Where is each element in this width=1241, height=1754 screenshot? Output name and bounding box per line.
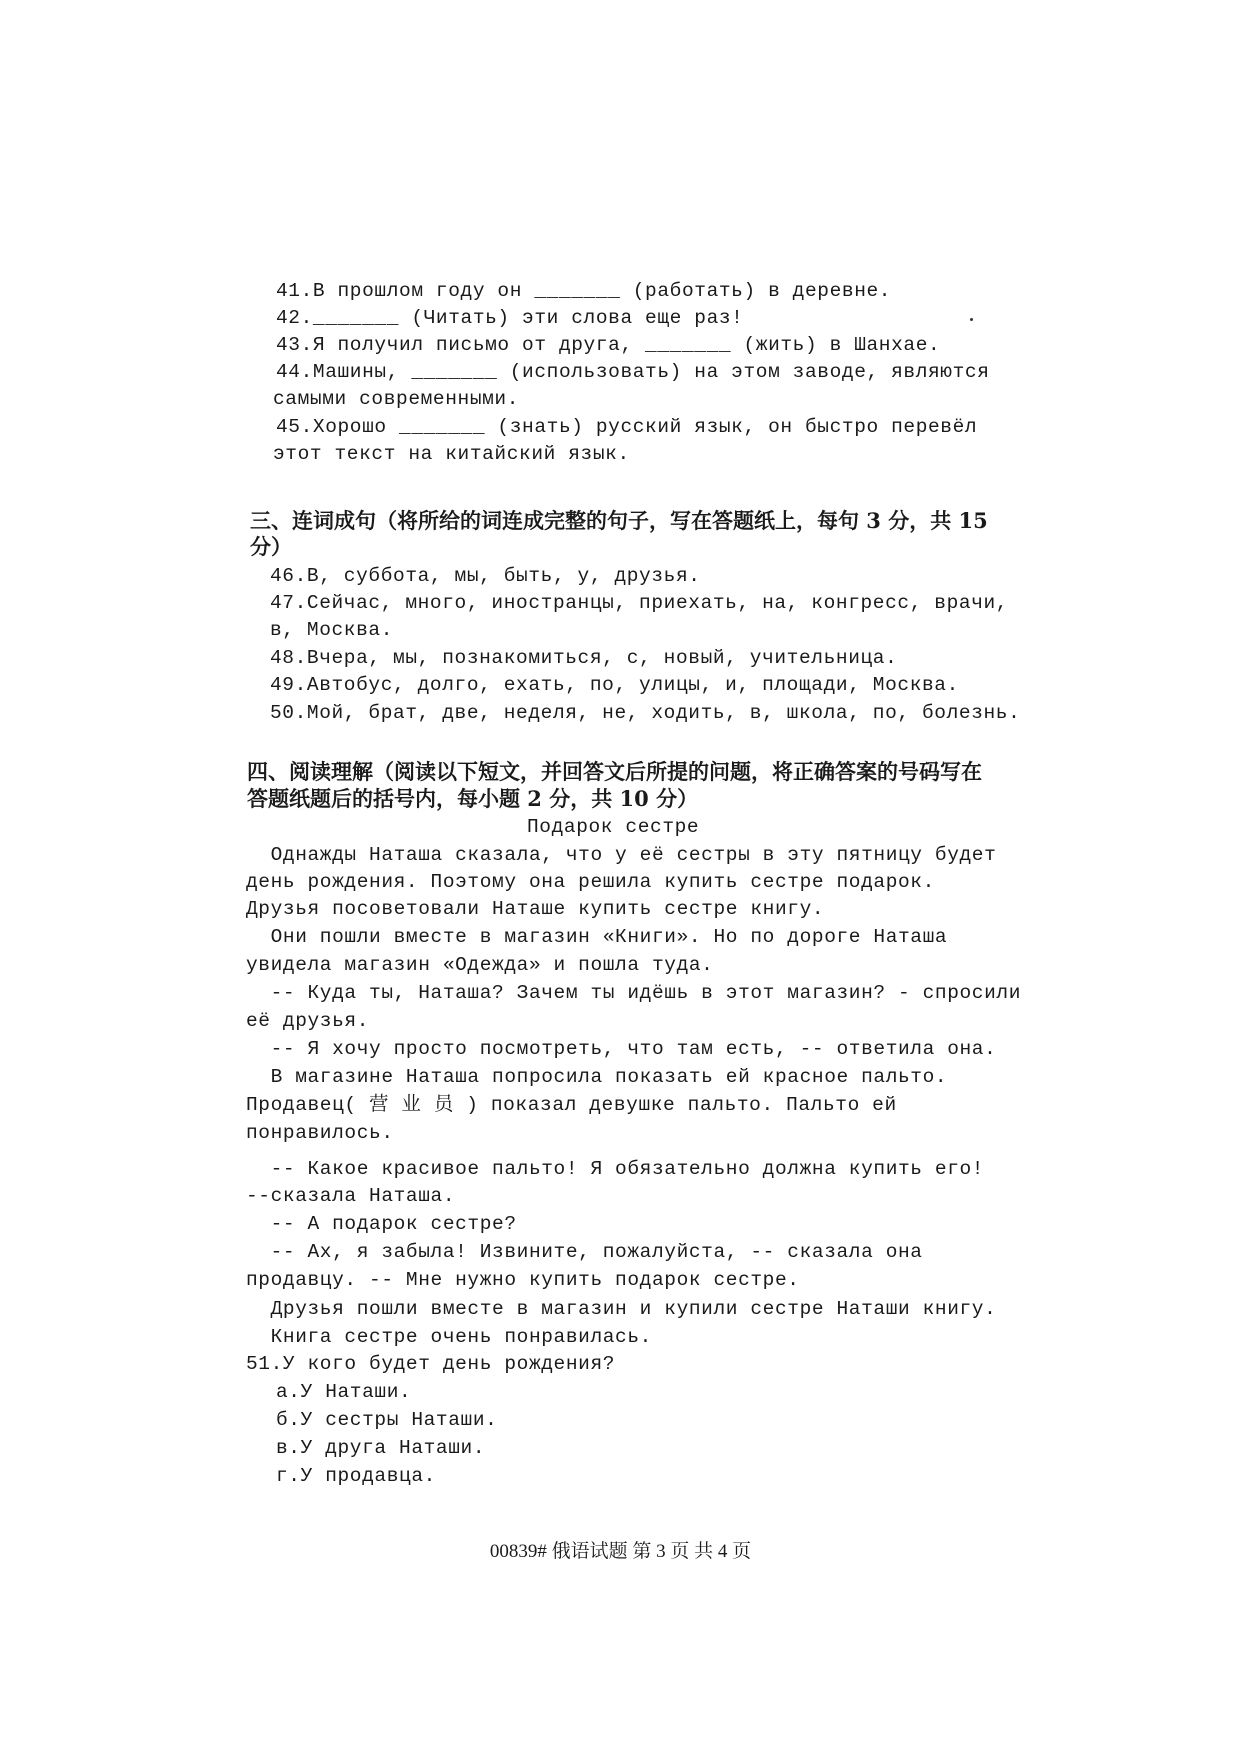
section-3-heading-line1: 三、连词成句（将所给的词连成完整的句子，写在答题纸上，每句 3 分，共 15: [250, 508, 988, 533]
item-44: 44.Машины, _______ (использовать) на этом заводе, являются: [276, 361, 990, 383]
option-g: г.У продавца.: [276, 1465, 436, 1487]
story-line: день рождения. Поэтому она решила купить сестре подарок.: [246, 871, 935, 893]
story-line: -- Какое красивое пальто! Я обязательно должна купить его!: [246, 1158, 985, 1180]
section-4-heading-line2: 答题纸题后的括号内，每小题 2 分，共 10 分）: [247, 786, 699, 811]
item-47: 47.Сейчас, много, иностранцы, приехать, на, конгресс, врачи,: [270, 592, 1009, 614]
story-line: увидела магазин «Одежда» и пошла туда.: [246, 954, 714, 976]
option-v: в.У друга Наташи.: [276, 1437, 486, 1459]
story-line: понравилось.: [246, 1122, 394, 1144]
item-43: 43.Я получил письмо от друга, _______ (жить) в Шанхае.: [276, 334, 941, 356]
story-line: её друзья.: [246, 1010, 370, 1032]
item-45: 45.Хорошо _______ (знать) русский язык, он быстро перевёл: [276, 416, 978, 438]
item-50: 50.Мой, брат, две, неделя, не, ходить, в, школа, по, болезнь.: [270, 702, 1021, 724]
story-line: Продавец( 营 业 员 ) показал девушке пальто. Пальто ей: [246, 1094, 897, 1116]
story-line: Друзья пошли вместе в магазин и купили сестре Наташи книгу.: [246, 1298, 997, 1320]
item-46: 46.В, суббота, мы, быть, у, друзья.: [270, 565, 701, 587]
story-line: -- Куда ты, Наташа? Зачем ты идёшь в этот магазин? - спросили: [246, 982, 1022, 1004]
story-line: продавцу. -- Мне нужно купить подарок сестре.: [246, 1269, 800, 1291]
story-line: -- А подарок сестре?: [246, 1213, 517, 1235]
item-49: 49.Автобус, долго, ехать, по, улицы, и, площади, Москва.: [270, 674, 959, 696]
section-4-heading-line1: 四、阅读理解（阅读以下短文，并回答文后所提的问题，将正确答案的号码写在: [247, 759, 982, 784]
section-3-heading-line2: 分）: [250, 534, 292, 559]
option-b: б.У сестры Наташи.: [276, 1409, 498, 1431]
story-line: Они пошли вместе в магазин «Книги». Но по дороге Наташа: [246, 926, 948, 948]
story-line: Книга сестре очень понравилась.: [246, 1326, 652, 1348]
story-line: --сказала Наташа.: [246, 1185, 456, 1207]
story-line: -- Ах, я забыла! Извините, пожалуйста, -- сказала она: [246, 1241, 923, 1263]
story-line: В магазине Наташа попросила показать ей красное пальто.: [246, 1066, 948, 1088]
item-41: 41.В прошлом году он _______ (работать) в деревне.: [276, 280, 892, 302]
item-48: 48.Вчера, мы, познакомиться, с, новый, учительница.: [270, 647, 898, 669]
story-title: Подарок сестре: [527, 816, 700, 838]
item-42: 42._______ (Читать) эти слова еще раз!: [276, 307, 744, 329]
question-51: 51.У кого будет день рождения?: [246, 1353, 616, 1375]
story-line: Однажды Наташа сказала, что у её сестры в эту пятницу будет: [246, 844, 997, 866]
scan-speck: [970, 318, 973, 321]
story-line: Друзья посоветовали Наташе купить сестре книгу.: [246, 898, 825, 920]
story-line: -- Я хочу просто посмотреть, что там есть, -- ответила она.: [246, 1038, 997, 1060]
option-a: а.У Наташи.: [276, 1381, 412, 1403]
page-footer: 00839# 俄语试题 第 3 页 共 4 页: [489, 1541, 752, 1562]
item-45-cont: этот текст на китайский язык.: [273, 443, 630, 465]
item-44-cont: самыми современными.: [273, 388, 520, 410]
item-47-cont: в, Москва.: [270, 619, 394, 641]
